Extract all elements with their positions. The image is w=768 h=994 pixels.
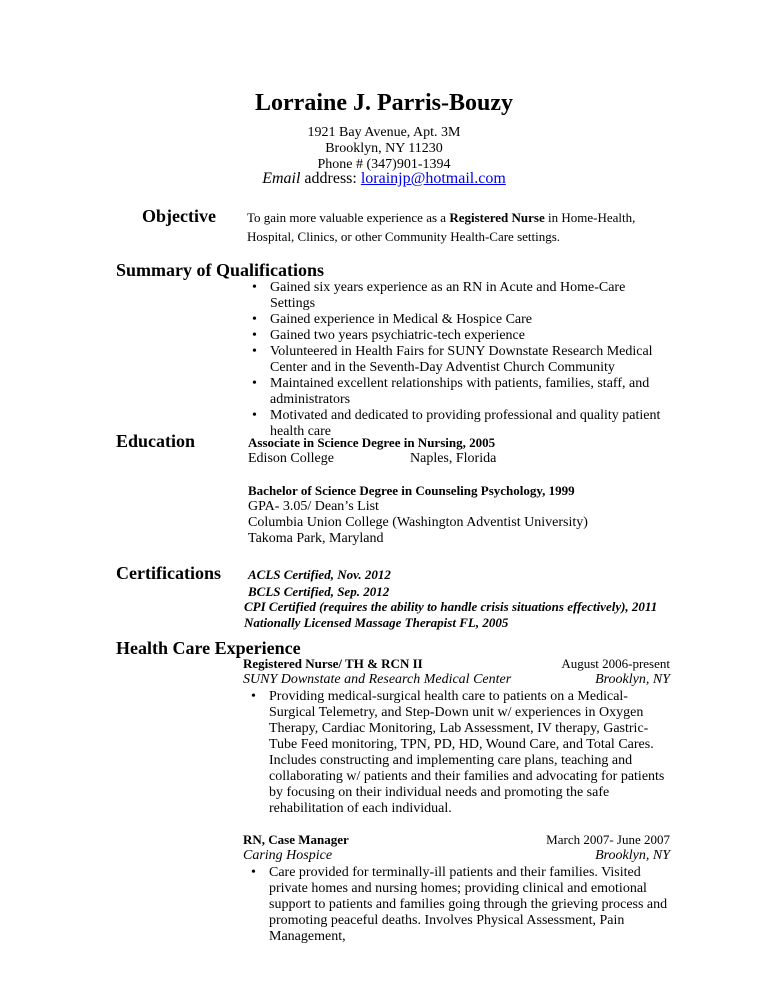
- bullet-icon: •: [252, 280, 257, 295]
- job-1: [243, 656, 670, 817]
- summary-item: • Gained six years experience as an RN in Acute and Home-Care Settings: [252, 280, 626, 311]
- job-1-dates: August 2006-present: [561, 656, 670, 671]
- job-2-dates: March 2007- June 2007: [546, 832, 670, 847]
- objective-text: [247, 210, 677, 245]
- email-label: address:: [300, 170, 361, 187]
- summary-item: • Volunteered in Health Fairs for SUNY Downstate Research Medical Center and in the Seventh-Day Adventist Church Community: [252, 344, 653, 375]
- summary-item: • Gained experience in Medical & Hospice Care: [252, 312, 533, 327]
- certification-item: Nationally Licensed Massage Therapist FL, 2005: [244, 615, 509, 630]
- certification-item: ACLS Certified, Nov. 2012: [248, 567, 391, 582]
- job-1-location: Brooklyn, NY: [595, 672, 670, 687]
- job-1-duties: [251, 689, 670, 817]
- job-2-duties: [251, 865, 670, 945]
- certification-item: BCLS Certified, Sep. 2012: [248, 584, 390, 599]
- email-label-italic: Email: [262, 170, 301, 187]
- bullet-icon: •: [252, 328, 257, 343]
- school-2: Columbia Union College (Washington Adventist University): [248, 515, 588, 530]
- email-link[interactable]: lorainjp@hotmail.com: [360, 170, 506, 187]
- duty-item: • Providing medical-surgical health care to patients on a Medical-Surgical Telemetry, and Step-Down unit w/ experiences in Oxygen Therapy, Cardiac Monitoring, Lab Assessment, IV therapy, Gastric-Tube Feed monitoring, TPN, PD, HD, Wound Care, and Total Cares. Includes constructing and implementing care plans, teaching and collaborating w/ patients and their families and advocating for patients by focusing on their individual needs and promoting the safe rehabilitation of each individual.: [251, 689, 665, 816]
- school-1: Edison College: [248, 451, 334, 466]
- bullet-icon: •: [251, 689, 256, 704]
- phone-number: Phone # (347)901-1394: [317, 157, 451, 172]
- duty-item: • Care provided for terminally-ill patients and their families. Visited private homes and nursing homes; providing clinical and emotional support to patients and families going through the grieving process and promoting peaceful deaths. Involves Physical Assessment, Pain Management,: [251, 865, 668, 944]
- job-1-employer: SUNY Downstate and Research Medical Center: [243, 672, 512, 687]
- bullet-icon: •: [252, 344, 257, 359]
- job-2-location: Brooklyn, NY: [595, 848, 670, 863]
- summary-item: • Motivated and dedicated to providing professional and quality patient health care: [252, 408, 661, 439]
- summary-item: • Gained two years psychiatric-tech experience: [252, 328, 525, 343]
- bullet-icon: •: [251, 865, 256, 880]
- job-2-employer: Caring Hospice: [243, 848, 333, 863]
- experience-heading: Health Care Experience: [116, 638, 301, 658]
- address-line-1: 1921 Bay Avenue, Apt. 3M: [307, 125, 461, 140]
- job-2: [243, 832, 670, 945]
- education-heading: Education: [116, 431, 196, 451]
- bullet-icon: •: [252, 408, 257, 423]
- bullet-icon: •: [252, 312, 257, 327]
- degree-1: Associate in Science Degree in Nursing, 2005: [248, 435, 496, 450]
- job-1-title: Registered Nurse/ TH & RCN II: [243, 656, 423, 671]
- objective-heading: Objective: [142, 206, 216, 226]
- objective-role: Registered Nurse: [449, 210, 545, 225]
- candidate-name: Lorraine J. Parris-Bouzy: [255, 90, 513, 116]
- degree-2: Bachelor of Science Degree in Counseling Psychology, 1999: [248, 483, 575, 498]
- school-1-location: Naples, Florida: [410, 451, 497, 466]
- gpa: GPA- 3.05/ Dean’s List: [248, 499, 379, 514]
- address-line-2: Brooklyn, NY 11230: [325, 141, 443, 156]
- job-2-title: RN, Case Manager: [243, 832, 349, 847]
- objective-line-2: Hospital, Clinics, or other Community Health-Care settings.: [247, 229, 561, 244]
- objective-text-start: To gain more valuable experience as a: [247, 210, 450, 225]
- email-line: [0, 169, 768, 189]
- summary-list: [252, 280, 665, 440]
- certifications-heading: Certifications: [116, 563, 221, 583]
- summary-item: • Maintained excellent relationships with patients, families, staff, and administrators: [252, 376, 650, 407]
- certification-item: CPI Certified (requires the ability to handle crisis situations effectively), 2011: [244, 599, 658, 614]
- bullet-icon: •: [252, 376, 257, 391]
- summary-heading: Summary of Qualifications: [116, 260, 325, 280]
- school-2-location: Takoma Park, Maryland: [248, 531, 384, 546]
- objective-text-end: in Home-Health,: [544, 210, 636, 225]
